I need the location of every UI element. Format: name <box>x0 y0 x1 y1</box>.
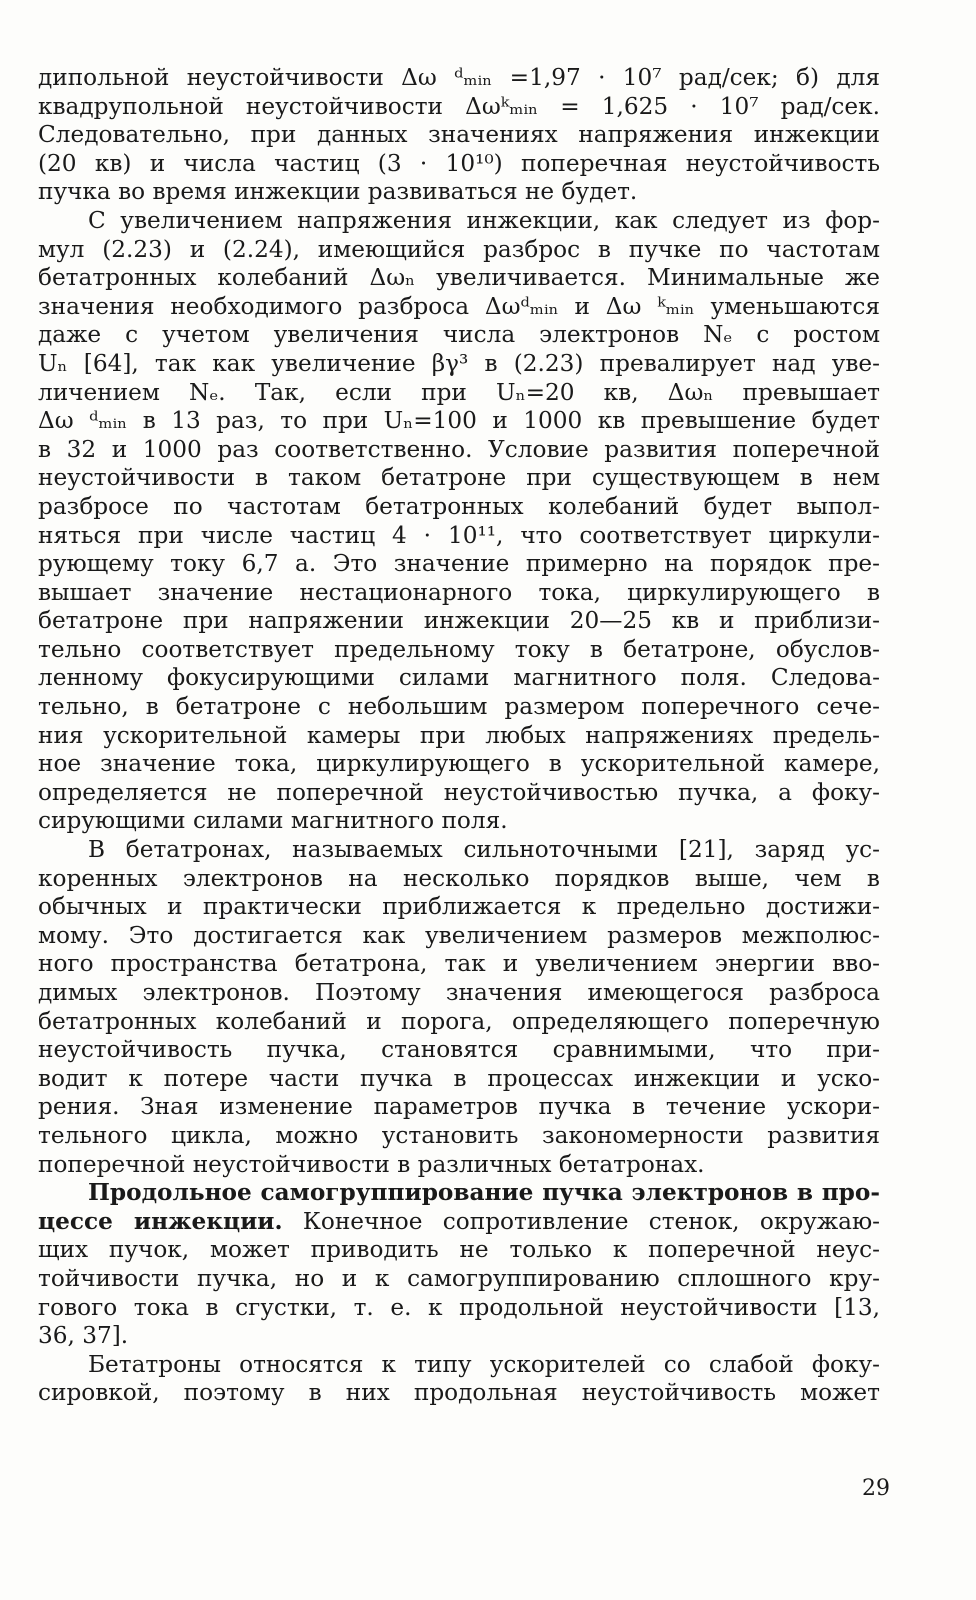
text-line: поперечной неустойчивости в различных бетатронах. <box>38 1150 705 1178</box>
text-line: неустойчивость пучка, становятся сравнимыми, что при- <box>38 1036 880 1064</box>
text-line: личением Nₑ. Так, если при Uₙ=20 кв, Δωₙ превышает <box>38 378 880 406</box>
text-line: водит к потере части пучка в процессах инжекции и уско- <box>38 1064 880 1092</box>
text-line: С увеличением напряжения инжекции, как следует из фор- <box>88 206 880 234</box>
text-line: в 32 и 1000 раз соответственно. Условие развития поперечной <box>38 435 880 463</box>
text-line: Следовательно, при данных значениях напряжения инжекции <box>38 121 880 149</box>
text-line: ленному фокусирующими силами магнитного поля. Следова- <box>38 664 880 692</box>
text-line <box>38 1208 880 1237</box>
text-line: дипольной неустойчивости Δω ᵈₘᵢₙ =1,97 · 10⁷ рад/сек; б) для <box>38 64 880 91</box>
text-line: определяется не поперечной неустойчивостью пучка, а фоку- <box>38 778 880 806</box>
text-line: тельно, в бетатроне с небольшим размером поперечного сече- <box>38 693 880 721</box>
section-heading-end: цессе инжекции. <box>38 1207 283 1235</box>
text-line: пучка во время инжекции развиваться не будет. <box>38 178 638 206</box>
text-line: мул (2.23) и (2.24), имеющийся разброс в пучке по частотам <box>38 235 880 263</box>
text-line: квадрупольной неустойчивости Δωᵏₘᵢₙ = 1,625 · 10⁷ рад/сек. <box>38 92 880 120</box>
page-number: 29 <box>862 1476 890 1501</box>
text-line: Δω ᵈₘᵢₙ в 13 раз, то при Uₙ=100 и 1000 кв превышение будет <box>38 407 880 435</box>
text-line: тельного цикла, можно установить закономерности развития <box>38 1121 880 1149</box>
text-line: гового тока в сгустки, т. е. к продольной неустойчивости [13, <box>38 1293 880 1321</box>
text-line: мому. Это достигается как увеличением размеров межполюс- <box>38 921 880 949</box>
text-line: коренных электронов на несколько порядков выше, чем в <box>38 864 880 892</box>
text-line: тельно соответствует предельному току в бетатроне, обуслов- <box>38 635 880 663</box>
text-line: тойчивости пучка, но и к самогруппированию сплошного кру- <box>38 1264 880 1292</box>
text-line: няться при числе частиц 4 · 10¹¹, что соответствует циркули- <box>38 521 880 549</box>
text-line: ное значение тока, циркулирующего в ускорительной камере, <box>38 750 880 778</box>
text-line: 36, 37]. <box>38 1322 129 1350</box>
text-line: димых электронов. Поэтому значения имеющегося разброса <box>38 979 880 1006</box>
text-line: ного пространства бетатрона, так и увеличением энергии вво- <box>38 950 880 978</box>
text-line: разбросе по частотам бетатронных колебаний будет выпол- <box>38 492 880 520</box>
text-line: бетатронных колебаний и порога, определяющего поперечную <box>38 1007 880 1035</box>
text-line: Бетатроны относятся к типу ускорителей со слабой фоку- <box>88 1350 880 1378</box>
text-line: бетатронных колебаний Δωₙ увеличивается. Минимальные же <box>38 264 880 292</box>
text-line: даже с учетом увеличения числа электронов Nₑ с ростом <box>38 321 880 349</box>
body-text <box>38 64 880 1408</box>
text-line: вышает значение нестационарного тока, циркулирующего в <box>38 578 880 606</box>
text-line: щих пучок, может приводить не только к поперечной неус- <box>38 1236 880 1264</box>
text-line: В бетатронах, называемых сильноточными [21], заряд ус- <box>88 836 880 864</box>
text-line: бетатроне при напряжении инжекции 20—25 кв и приблизи- <box>38 607 880 635</box>
text-line: (20 кв) и числа частиц (3 · 10¹⁰) поперечная неустойчивость <box>38 149 880 177</box>
text-line: сировкой, поэтому в них продольная неустойчивость может <box>38 1379 880 1407</box>
section-heading: Продольное самогруппирование пучка электронов в про- <box>88 1179 880 1207</box>
text-line: обычных и практически приближается к предельно достижи- <box>38 893 880 921</box>
text-line: сирующими силами магнитного поля. <box>38 807 508 835</box>
text-line: неустойчивости в таком бетатроне при существующем в нем <box>38 464 880 492</box>
text-line: рения. Зная изменение параметров пучка в течение ускори- <box>38 1093 880 1121</box>
text-line: Uₙ [64], так как увеличение βγ³ в (2.23) превалирует над уве- <box>38 349 880 377</box>
text-line: значения необходимого разброса Δωᵈₘᵢₙ и Δω ᵏₘᵢₙ уменьшаются <box>38 292 880 320</box>
text-line: рующему току 6,7 а. Это значение примерно на порядок пре- <box>38 550 880 578</box>
text-line: ния ускорительной камеры при любых напряжениях предель- <box>38 721 880 749</box>
text-run: Конечное сопротивление стенок, окружаю- <box>282 1207 880 1235</box>
